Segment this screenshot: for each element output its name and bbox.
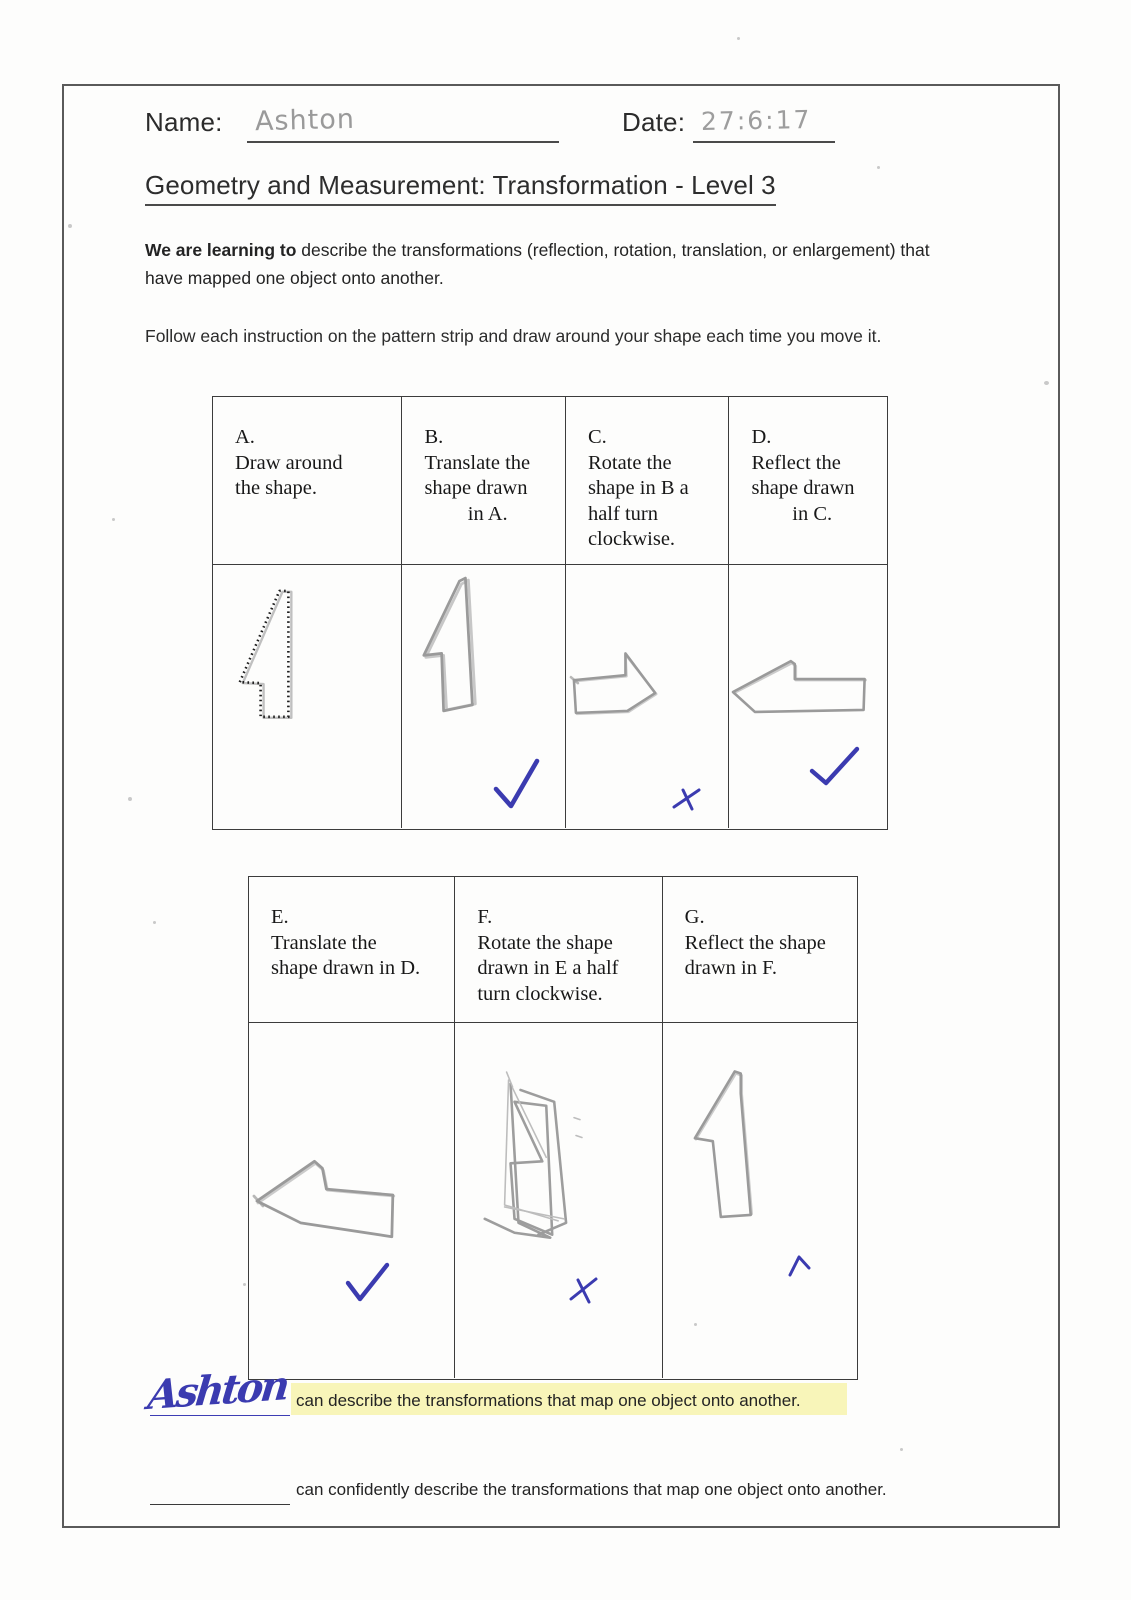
instruction-d-line2: shape drawn	[751, 477, 855, 499]
cell-letter-c: C.	[587, 426, 607, 448]
instruction-c-line1: Rotate the	[587, 451, 672, 474]
cell-instruction-d	[729, 397, 887, 565]
strip-two-drawing-row	[249, 1023, 857, 1378]
learning-intention	[145, 236, 935, 292]
cell-letter-b: B.	[424, 426, 444, 448]
instruction-a-line1: Draw around	[235, 451, 343, 474]
cell-instruction-b	[402, 397, 566, 565]
instruction-d-line1: Reflect the	[751, 451, 841, 474]
instruction-text-d	[729, 397, 887, 527]
cell-drawing-e[interactable]	[249, 1023, 455, 1378]
instruction-e-line2: shape drawn in D.	[271, 957, 421, 979]
name-handwritten-value: Ashton	[254, 103, 356, 138]
assessment-statement-two: can confidently describe the transformations that map one object onto another.	[296, 1480, 887, 1499]
cell-drawing-c[interactable]	[566, 565, 730, 828]
cell-instruction-g	[663, 877, 857, 1023]
instruction-b-line2: shape drawn	[424, 477, 528, 499]
strip-one-instruction-row	[213, 397, 887, 565]
instruction-g-line1: Reflect the shape	[684, 931, 826, 954]
instruction-f-line2: drawn in E a half	[477, 957, 619, 979]
assessment-signature-line-two[interactable]	[150, 1504, 290, 1505]
cell-drawing-g[interactable]	[663, 1023, 857, 1378]
worksheet-header	[145, 103, 945, 147]
instruction-b-line3: in A.	[467, 502, 508, 525]
follow-instruction: Follow each instruction on the pattern strip and draw around your shape each time you move it.	[145, 326, 882, 346]
instruction-f-line3: turn clockwise.	[477, 982, 603, 1005]
pattern-strip-two	[248, 876, 858, 1380]
shape-drawing-c	[566, 565, 729, 828]
instruction-f-line1: Rotate the shape	[477, 931, 613, 954]
shape-drawing-g	[663, 1023, 857, 1378]
cell-letter-d: D.	[751, 426, 772, 448]
instruction-text-f	[455, 877, 661, 1007]
cell-letter-f: F.	[477, 906, 493, 928]
instruction-text-b	[402, 397, 565, 527]
cell-instruction-f	[455, 877, 662, 1023]
instruction-text-g	[663, 877, 857, 982]
cell-instruction-e	[249, 877, 455, 1023]
worksheet-title: Geometry and Measurement: Transformation - Level 3	[145, 170, 776, 206]
cell-drawing-d[interactable]	[729, 565, 887, 828]
instruction-text-e	[249, 877, 454, 982]
instruction-b-line1: Translate the	[424, 451, 531, 474]
learning-intention-lead: We are learning to	[145, 240, 297, 260]
cell-letter-a: A.	[235, 426, 255, 448]
cell-drawing-b[interactable]	[402, 565, 566, 828]
pattern-strip-one	[212, 396, 888, 830]
instruction-text-c	[566, 397, 729, 553]
cell-instruction-a	[213, 397, 402, 565]
instruction-d-line3: in C.	[792, 502, 833, 525]
date-label: Date:	[622, 107, 686, 137]
strip-two-instruction-row	[249, 877, 857, 1023]
instruction-a-line2: the shape.	[235, 477, 317, 499]
assessment-statement-one: can describe the transformations that map one object onto another.	[296, 1391, 801, 1410]
shape-drawing-f	[455, 1023, 661, 1378]
learning-intention-rest: describe the transformations (reflection, rotation, translation, or enlargement) that have mapped one object onto another.	[145, 240, 930, 288]
cell-letter-e: E.	[271, 906, 289, 928]
shape-drawing-a	[213, 565, 401, 828]
signature-handwritten: Ashton	[145, 1361, 290, 1420]
strip-one-drawing-row	[213, 565, 887, 828]
shape-drawing-e	[249, 1023, 454, 1378]
scan-speck	[737, 37, 740, 40]
instruction-c-line4: clockwise.	[587, 528, 676, 550]
cell-drawing-a[interactable]	[213, 565, 402, 828]
date-handwritten-value: 27:6:17	[700, 105, 812, 136]
cell-instruction-c	[566, 397, 730, 565]
shape-drawing-b	[402, 565, 565, 828]
shape-drawing-d	[729, 565, 887, 828]
date-field-line[interactable]	[693, 141, 835, 143]
instruction-e-line1: Translate the	[271, 931, 377, 954]
instruction-c-line3: half turn	[587, 502, 658, 525]
cell-letter-g: G.	[684, 906, 705, 928]
instruction-text-a	[213, 397, 401, 502]
name-field-line[interactable]	[247, 141, 559, 143]
instruction-g-line2: drawn in F.	[684, 957, 777, 979]
name-label: Name:	[145, 107, 223, 137]
cell-drawing-f[interactable]	[455, 1023, 662, 1378]
instruction-c-line2: shape in B a	[587, 477, 689, 499]
